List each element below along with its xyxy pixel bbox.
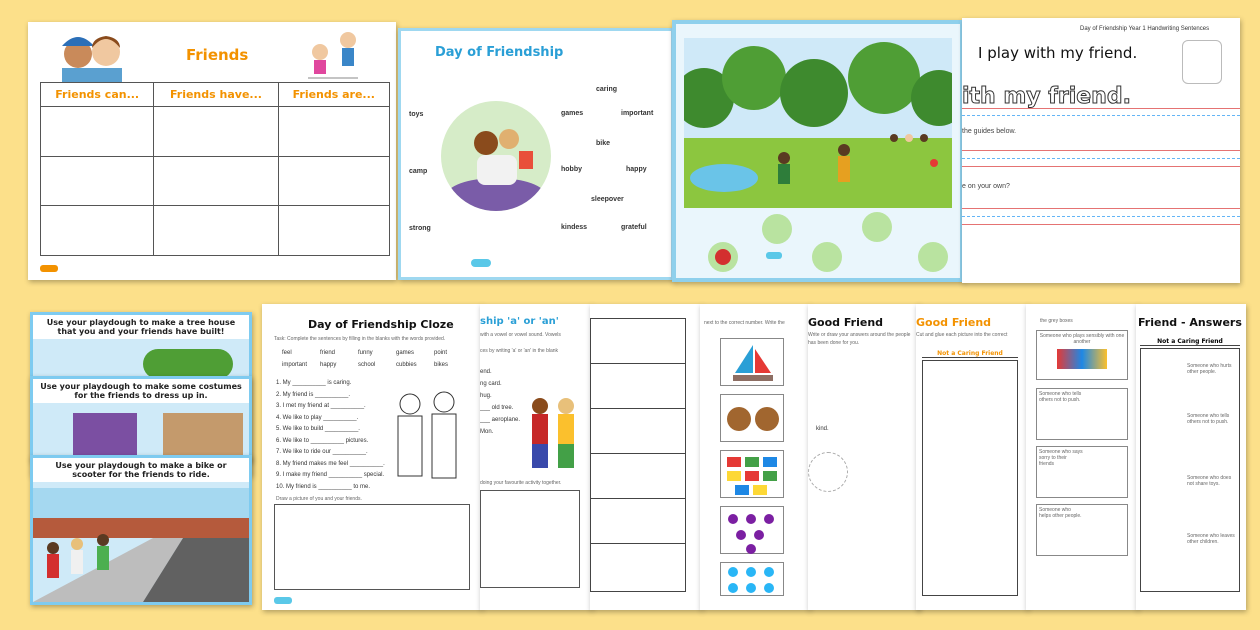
good-friend-sub2: has been done for you. bbox=[808, 340, 860, 346]
guide-line bbox=[962, 115, 1240, 116]
wordmat-right-words bbox=[551, 86, 671, 236]
trace-sentence: ith my friend. bbox=[962, 84, 1131, 109]
card[interactable] bbox=[1036, 504, 1128, 556]
instruction-2: e on your own? bbox=[962, 183, 1010, 190]
word: bike bbox=[596, 140, 611, 147]
word: point bbox=[434, 350, 448, 356]
card-text: Someone who says sorry to their friends bbox=[1039, 449, 1083, 467]
good-friend-sort-title: Good Friend bbox=[916, 316, 992, 329]
friends-worksheet bbox=[28, 22, 396, 280]
word: happy bbox=[626, 166, 647, 173]
word: feel bbox=[282, 350, 292, 356]
sentence: 8. My friend makes me feel __________. bbox=[276, 460, 385, 467]
guide-line bbox=[962, 224, 1240, 225]
person-icon[interactable] bbox=[918, 242, 948, 272]
word: cubbies bbox=[396, 362, 417, 368]
sentence: 10. My friend is __________ to me. bbox=[276, 483, 371, 490]
word-mat bbox=[398, 28, 674, 280]
word: bikes bbox=[434, 362, 449, 368]
sentence: 6. We like to __________ pictures. bbox=[276, 437, 369, 444]
park-scene-sheet bbox=[672, 20, 964, 282]
draw-box[interactable] bbox=[274, 504, 470, 590]
a-or-an-title: ship 'a' or 'an' bbox=[480, 316, 559, 327]
kids-illustration bbox=[58, 30, 128, 82]
playdough-text-3: Use your playdough to make a bike or scooter for the friends to ride. bbox=[33, 458, 249, 482]
sort-box[interactable] bbox=[922, 360, 1018, 596]
sentence: 4. We like to play __________. bbox=[276, 414, 359, 421]
cloze-task: Task: Complete the sentences by filling in the blanks with the words provided. bbox=[274, 336, 446, 342]
answer-item: Someone who leaves other children. bbox=[1187, 533, 1235, 545]
not-caring-label: Not a Caring Friend bbox=[922, 350, 1018, 358]
a-or-an-sheet bbox=[480, 304, 592, 610]
col-friends-have: Friends have... bbox=[154, 83, 278, 107]
word: school bbox=[358, 362, 376, 368]
col-friends-are: Friends are... bbox=[278, 83, 389, 107]
guide-line bbox=[962, 158, 1240, 159]
shed-illustration bbox=[73, 413, 137, 457]
kids-outline-illustration bbox=[808, 452, 848, 492]
guide-line bbox=[962, 166, 1240, 167]
cloze-title: Day of Friendship Cloze bbox=[308, 318, 454, 331]
word: kindess bbox=[561, 224, 588, 231]
balls-icon bbox=[720, 562, 784, 596]
answers-box bbox=[1140, 348, 1240, 592]
guide-line bbox=[962, 150, 1240, 151]
sentence: 9. I make my friend __________ special. bbox=[276, 472, 385, 478]
word: grateful bbox=[621, 224, 647, 231]
a-or-an-items bbox=[480, 366, 520, 438]
caring-cards-sheet bbox=[1026, 304, 1138, 610]
card[interactable] bbox=[1036, 446, 1128, 498]
good-friend-title: Good Friend bbox=[808, 316, 884, 329]
word: sleepover bbox=[591, 196, 624, 203]
twinkl-logo bbox=[274, 597, 292, 604]
word: games bbox=[561, 110, 584, 117]
word: caring bbox=[596, 86, 618, 93]
play-illustration bbox=[298, 28, 368, 82]
cloze-sheet bbox=[262, 304, 482, 610]
friends-reading-illustration bbox=[441, 101, 551, 211]
boat-icon bbox=[720, 338, 784, 386]
answer-grid bbox=[590, 318, 686, 592]
word: games bbox=[396, 350, 415, 356]
word: strong bbox=[409, 225, 431, 232]
answer-item: Someone who hurts other people. bbox=[1187, 363, 1232, 375]
twinkl-logo bbox=[40, 265, 58, 272]
friends-table bbox=[40, 82, 390, 256]
sentence: 2. My friend is __________. bbox=[276, 391, 351, 398]
red-ball-icon[interactable] bbox=[708, 242, 738, 272]
kids-playing-icon bbox=[1057, 349, 1107, 369]
card-text: Someone who plays sensibly with one another bbox=[1039, 333, 1125, 345]
sentence: 1. My __________ is caring. bbox=[276, 380, 352, 386]
playdough-text-1: Use your playdough to make a tree house that you and your friends have built! bbox=[33, 315, 249, 339]
item: ___ old tree. bbox=[480, 405, 514, 411]
card[interactable] bbox=[1036, 330, 1128, 380]
twinkl-logo bbox=[471, 259, 491, 267]
lines-sheet bbox=[590, 304, 702, 610]
word: happy bbox=[320, 362, 337, 368]
card-text: Someone who helps other people. bbox=[1039, 507, 1082, 519]
cloze-word-bank bbox=[282, 350, 472, 368]
draw-box[interactable] bbox=[480, 490, 580, 588]
handwriting-sentence: I play with my friend. bbox=[978, 44, 1138, 62]
street-illustration bbox=[33, 488, 249, 602]
counting-sheet bbox=[700, 304, 810, 610]
answers-label: Not a Caring Friend bbox=[1140, 338, 1240, 346]
word: friend bbox=[320, 350, 336, 356]
good-friend-sub: Write or draw your answers around the people bbox=[808, 332, 911, 338]
word: toys bbox=[409, 111, 424, 118]
good-friend-word: kind. bbox=[816, 426, 829, 432]
item: Mon. bbox=[480, 429, 494, 435]
kids-outline-icon bbox=[1182, 40, 1222, 84]
good-friend-sort-sub: Cut and glue each picture into the correct bbox=[916, 332, 1008, 338]
answer-item: Someone who tells others not to push. bbox=[1187, 413, 1230, 425]
word: camp bbox=[409, 168, 428, 175]
blocks-icon bbox=[720, 450, 784, 498]
caring-cards-header: the grey boxes bbox=[1040, 318, 1073, 324]
tree-illustration bbox=[143, 349, 233, 379]
answers-sheet bbox=[1136, 304, 1246, 610]
col-friends-can: Friends can... bbox=[41, 83, 154, 107]
good-friend-sheet bbox=[808, 304, 920, 610]
park-scene bbox=[684, 38, 952, 208]
kids-illustration bbox=[524, 394, 584, 474]
good-friend-sort-sheet bbox=[916, 304, 1028, 610]
friends-outline-illustration bbox=[384, 388, 470, 488]
dog-icon[interactable] bbox=[862, 212, 892, 242]
friends-title: Friends bbox=[186, 46, 249, 64]
handwriting-header: Day of Friendship Year 1 Handwriting Sentences bbox=[1080, 26, 1210, 32]
sentence: 5. We like to build __________. bbox=[276, 426, 360, 432]
wordmat-title: Day of Friendship bbox=[435, 45, 564, 60]
item: ng card. bbox=[480, 381, 502, 387]
guide-line bbox=[962, 216, 1240, 217]
instruction-1: the guides below. bbox=[962, 128, 1017, 135]
card-text: Someone who tells others not to push. bbox=[1039, 391, 1082, 403]
item: hug. bbox=[480, 393, 492, 399]
teddy-bears-icon bbox=[720, 394, 784, 442]
a-or-an-line2: ces by writing 'a' or 'an' in the blank bbox=[480, 348, 559, 354]
guide-line bbox=[962, 108, 1240, 109]
cloze-draw-instruction: Draw a picture of you and your friends. bbox=[276, 496, 362, 502]
playdough-card-3 bbox=[30, 455, 252, 605]
a-or-an-line1: with a vowel or vowel sound. Vowels bbox=[480, 332, 561, 338]
answers-title: Friend - Answers bbox=[1138, 316, 1242, 329]
a-or-an-bottom: doing your favourite activity together. bbox=[480, 480, 562, 486]
cloze-sentences bbox=[276, 378, 385, 493]
word: important bbox=[621, 110, 654, 117]
word: important bbox=[282, 362, 308, 368]
item: ___ aeroplane. bbox=[480, 417, 521, 423]
bike-icon[interactable] bbox=[812, 242, 842, 272]
goose-icon[interactable] bbox=[762, 214, 792, 244]
word: hobby bbox=[561, 166, 582, 173]
answer-item: Someone who does not share toys. bbox=[1187, 475, 1232, 487]
counting-header: next to the correct number. Write the bbox=[704, 320, 785, 326]
item: end. bbox=[480, 369, 492, 375]
find-item-icons bbox=[676, 208, 960, 282]
wordmat-left-words bbox=[409, 111, 431, 232]
guide-line bbox=[962, 208, 1240, 209]
sentence: 3. I met my friend at __________. bbox=[276, 403, 366, 409]
sentence: 7. We like to ride our __________. bbox=[276, 449, 368, 455]
twinkl-logo bbox=[766, 252, 782, 259]
card[interactable] bbox=[1036, 388, 1128, 440]
wardrobe-illustration bbox=[163, 413, 243, 457]
handwriting-sheet bbox=[962, 18, 1240, 283]
playdough-text-2: Use your playdough to make some costumes for the friends to dress up in. bbox=[33, 379, 249, 403]
word: funny bbox=[358, 350, 373, 356]
dolls-icon bbox=[720, 506, 784, 554]
